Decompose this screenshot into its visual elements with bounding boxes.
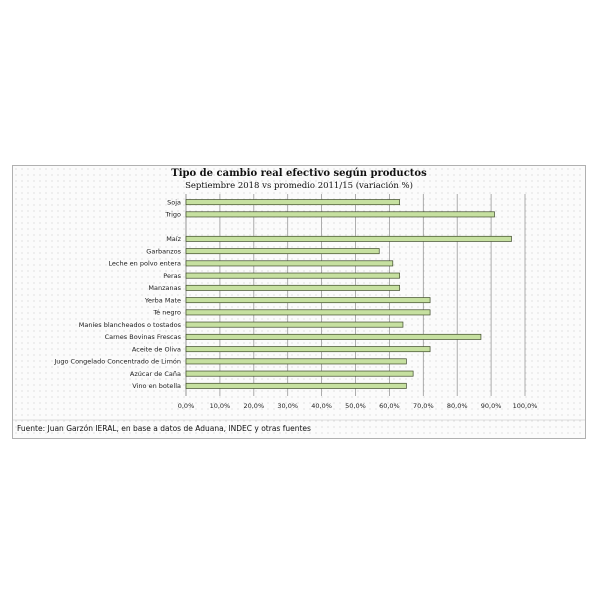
x-tick-label: 90,0% xyxy=(480,402,502,410)
bar xyxy=(186,322,403,327)
plot-area xyxy=(13,166,585,438)
category-label: Soja xyxy=(167,198,181,207)
x-tick-label: 70,0% xyxy=(412,402,434,410)
category-label: Yerba Mate xyxy=(144,296,181,305)
bar xyxy=(186,285,400,290)
x-tick-label: 100,0% xyxy=(512,402,538,410)
bar xyxy=(186,371,413,376)
x-tick-label: 10,0% xyxy=(209,402,231,410)
bar xyxy=(186,298,430,303)
x-tick-label: 20,0% xyxy=(243,402,265,410)
bar xyxy=(186,273,400,278)
category-label: Maíz xyxy=(166,235,181,244)
bar xyxy=(186,310,430,315)
x-tick-label: 40,0% xyxy=(311,402,332,410)
category-label: Leche en polvo entera xyxy=(108,259,181,268)
category-label: Vino en botella xyxy=(132,382,181,391)
bar xyxy=(186,359,406,364)
category-label: Té negro xyxy=(153,308,181,317)
category-label: Azúcar de Caña xyxy=(129,369,181,378)
bar xyxy=(186,212,494,217)
chart-subtitle: Septiembre 2018 vs promedio 2011/15 (variación %) xyxy=(185,181,413,191)
x-tick-label: 80,0% xyxy=(446,402,468,410)
bar xyxy=(186,347,430,352)
x-tick-label: 60,0% xyxy=(379,402,400,410)
chart-title: Tipo de cambio real efectivo según productos xyxy=(171,168,427,179)
bar xyxy=(186,249,379,254)
category-label: Carnes Bovinas Frescas xyxy=(104,333,181,342)
category-label: Aceite de Oliva xyxy=(131,345,181,354)
category-label: Jugo Congelado Concentrado de Limón xyxy=(54,357,181,366)
bar xyxy=(186,200,400,205)
bar xyxy=(186,383,406,388)
category-label: Garbanzos xyxy=(146,247,181,256)
bar xyxy=(186,236,511,241)
source-note: Fuente: Juan Garzón IERAL, en base a datos de Aduana, INDEC y otras fuentes xyxy=(17,424,311,433)
category-label: Maníes blancheados o tostados xyxy=(78,320,181,329)
category-label: Peras xyxy=(163,271,181,280)
category-label: Manzanas xyxy=(148,284,181,293)
chart-frame xyxy=(12,165,586,439)
bar xyxy=(186,334,481,339)
x-tick-label: 0,0% xyxy=(177,402,195,410)
x-tick-label: 50,0% xyxy=(345,402,366,410)
category-label: Trigo xyxy=(165,210,181,219)
x-tick-label: 30,0% xyxy=(277,402,299,410)
bar xyxy=(186,261,393,266)
